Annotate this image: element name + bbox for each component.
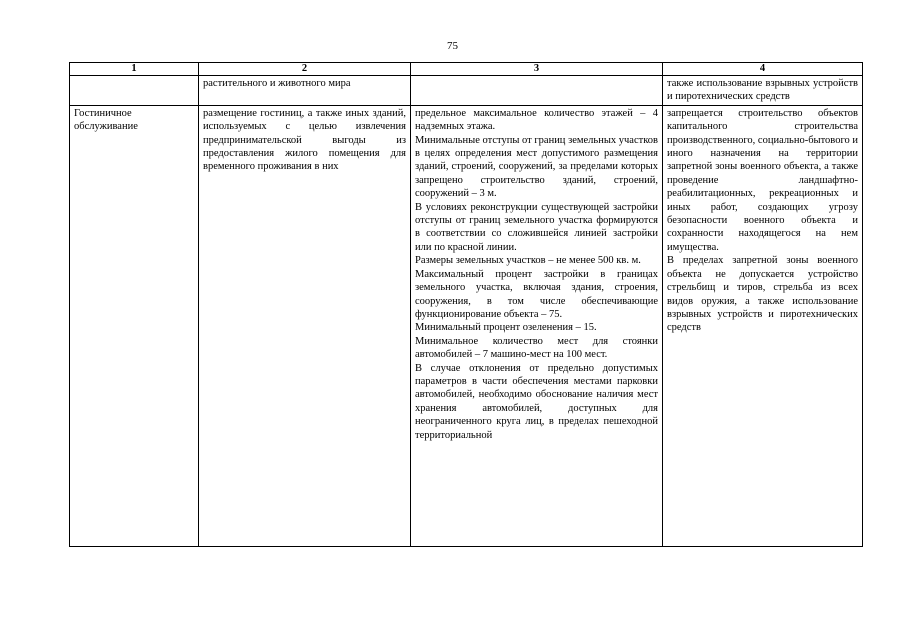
header-col-3: 3 bbox=[411, 63, 663, 76]
cell-paragraph: размещение гостиниц, а также иных зданий, используемых с целью извлечения предпринимательской выгоды из предоставления жилого помещения для временного проживания в них bbox=[203, 107, 406, 173]
table-cell-1 bbox=[70, 105, 199, 546]
table-row bbox=[70, 76, 863, 106]
table-row bbox=[70, 105, 863, 546]
header-col-1: 1 bbox=[70, 63, 199, 76]
cell-paragraph: предельное максимальное количество этажей – 4 надземных этажа. bbox=[415, 107, 658, 133]
cell-paragraph: растительного и животного мира bbox=[203, 78, 351, 89]
regulations-table bbox=[69, 62, 863, 547]
cell-paragraph: В случае отклонения от предельно допустимых параметров в части обеспечения местами парковки автомобилей, необходимо обоснование наличия мест хранения автомобилей, доступных для неограниченного круга лиц, в пределах пешеходной территориальной bbox=[415, 362, 658, 441]
cell-paragraph: Размеры земельных участков – не менее 500 кв. м. bbox=[415, 255, 641, 267]
cell-paragraph: Максимальный процент застройки в границах земельного участка, включая здания, строения, сооружения, в том числе обеспечивающие функционирование объекта – 75. bbox=[415, 268, 658, 320]
page-number: 75 bbox=[447, 40, 458, 52]
cell-paragraph: Минимальное количество мест для стоянки автомобилей – 7 машино-мест на 100 мест. bbox=[415, 335, 658, 361]
table-cell-2 bbox=[199, 105, 411, 546]
table-cell-4 bbox=[663, 105, 863, 546]
cell-paragraph: также использование взрывных устройств и пиротехнических средств bbox=[667, 78, 858, 103]
cell-paragraph: Гостиничное обслуживание bbox=[74, 107, 138, 133]
cell-paragraph: запрещается строительство объектов капитального строительства производственного, социально-бытового и иного назначения на территории запретной зоны военного объекта, а также проведение ландшафтно-реабилитационных, рекреационных и иных работ, создающих угрозу безопасности военного объекта и сохранности находящегося на нем имущества. bbox=[667, 107, 858, 253]
cell-paragraph: Минимальный процент озеленения – 15. bbox=[415, 322, 597, 334]
cell-paragraph: В пределах запретной зоны военного объекта не допускается устройство стрельбищ и тиров, стрельба из всех видов оружия, а также использование взрывных устройств и пиротехнических средств bbox=[667, 255, 858, 334]
table-cell-2 bbox=[199, 76, 411, 106]
cell-paragraph: В условиях реконструкции существующей застройки отступы от границ земельного участка формируются в соответствии со сложившейся линией застройки или по красной линии. bbox=[415, 201, 658, 253]
table-cell-1 bbox=[70, 76, 199, 106]
header-col-4: 4 bbox=[663, 63, 863, 76]
table-cell-3 bbox=[411, 105, 663, 546]
table-cell-4 bbox=[663, 76, 863, 106]
cell-paragraph: Минимальные отступы от границ земельных участков в целях определения мест допустимого размещения зданий, строений, сооружений, за пределами которых запрещено строительство зданий, строений, сооружений – 3 м. bbox=[415, 134, 658, 200]
table-cell-3 bbox=[411, 76, 663, 106]
header-row bbox=[70, 63, 863, 76]
header-col-2: 2 bbox=[199, 63, 411, 76]
